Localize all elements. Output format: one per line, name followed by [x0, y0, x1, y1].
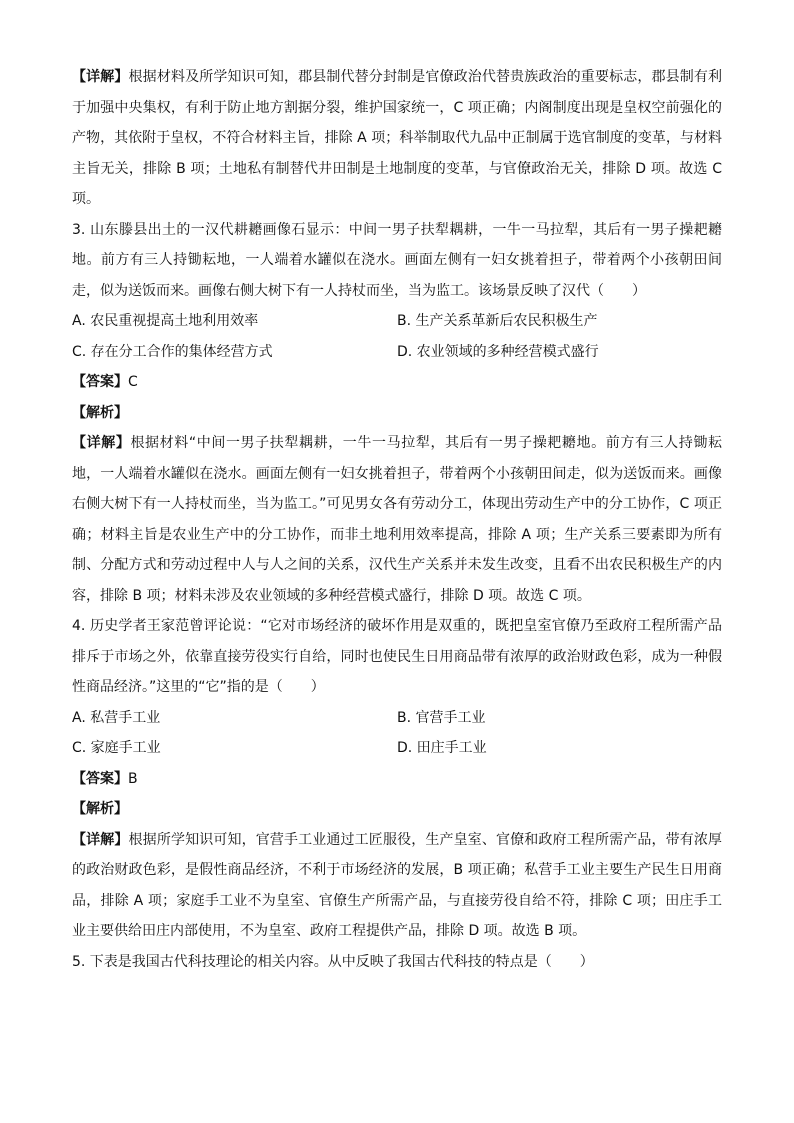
q2-detail	[72, 62, 722, 215]
detail-text: 根据材料及所学知识可知，郡县制代替分封制是官僚政治代替贵族政治的重要标志，郡县制有利于加强中央集权，有利于防止地方割据分裂，维护国家统一，C 项正确；内阁制度出现是皇权空前强化的产物，其依附于皇权，不符合材料主旨，排除 A 项；科举制取代九品中正制属于选官制度的变革，与材料主旨无关，排除 B 项；土地私有制替代井田制是土地制度的变革，与官僚政治无关，排除 D 项。故选 C 项。	[72, 69, 723, 207]
q4-stem: 4. 历史学者王家范曾评论说：“它对市场经济的破坏作用是双重的，既把皇室官僚乃至政府工程所需产品排斥于市场之外，依靠直接劳役实行自给，同时也使民生日用商品带有浓厚的政治财政色彩，成为一种假性商品经济。”这里的“它”指的是（ ）	[72, 618, 722, 695]
q4-answer	[72, 764, 722, 795]
q3-option-b: B. 生产关系革新后农民积极生产	[397, 313, 598, 329]
answer-value: C	[128, 374, 138, 390]
q4-detail	[72, 825, 722, 947]
q3-option-c: C. 存在分工合作的集体经营方式	[72, 343, 273, 360]
answer-tag: 【答案】	[72, 770, 128, 787]
q3-option-d: D. 农业领域的多种经营模式盛行	[397, 343, 599, 360]
analysis-tag: 【解析】	[72, 404, 128, 421]
q3-analysis	[72, 398, 722, 429]
document-page	[72, 62, 722, 977]
q4-analysis	[72, 794, 722, 825]
analysis-tag: 【解析】	[72, 801, 128, 817]
answer-value: B	[128, 770, 138, 787]
q4-option-d: D. 田庄手工业	[397, 740, 487, 756]
q4-option-c: C. 家庭手工业	[72, 740, 161, 756]
q3-option-a: A. 农民重视提高土地利用效率	[72, 313, 259, 329]
detail-tag: 【详解】	[72, 69, 129, 85]
detail-text: 根据所学知识可知，官营手工业通过工匠服役，生产皇室、官僚和政府工程所需产品，带有浓厚的政治财政色彩，是假性商品经济，不利于市场经济的发展，B 项正确；私营手工业主要生产民生日用商品，排除 A 项；家庭手工业不为皇室、官僚生产所需产品，与直接劳役自给不符，排除 C 项；田庄手工业主要供给田庄内部使用，不为皇室、政府工程提供产品，排除 D 项。故选 B 项。	[72, 831, 723, 939]
detail-text: 根据材料“中间一男子扶犁耦耕，一牛一马拉犁，其后有一男子操耙耱地。前方有三人持锄耘地，一人端着水罐似在浇水。画面左侧有一妇女挑着担子，带着两个小孩朝田间走，似为送饭而来。画像右侧大树下有一人持杖而坐，当为监工。”可见男女各有劳动分工，体现出劳动生产中的分工协作，C 项正确；材料主旨是农业生产中的分工协作，而非土地利用效率提高，排除 A 项；生产关系三要素即为所有制、分配方式和劳动过程中人与人之间的关系，汉代生产关系并未发生改变，且看不出农民积极生产的内容，排除 B 项；材料未涉及农业领域的多种经营模式盛行，排除 D 项。故选 C 项。	[72, 435, 722, 604]
q3-detail	[72, 428, 722, 611]
detail-tag: 【详解】	[72, 435, 131, 451]
q3-options-row-2	[72, 337, 722, 368]
q4-options-row-1	[72, 703, 722, 734]
q3-stem: 3. 山东滕县出土的一汉代耕耱画像石显示：中间一男子扶犁耦耕，一牛一马拉犁，其后有一男子操耙耱地。前方有三人持锄耘地，一人端着水罐似在浇水。画面左侧有一妇女挑着担子，带着两个小孩朝田间走，似为送饭而来。画像右侧大树下有一人持杖而坐，当为监工。该场景反映了汉代（ ）	[72, 221, 722, 299]
q5-stem: 5. 下表是我国古代科技理论的相关内容。从中反映了我国古代科技的特点是（ ）	[72, 953, 594, 970]
q4-option-b: B. 官营手工业	[397, 709, 486, 726]
answer-tag: 【答案】	[72, 374, 128, 390]
q4-options-row-2	[72, 733, 722, 764]
q4-option-a: A. 私营手工业	[72, 709, 161, 726]
q3-answer	[72, 367, 722, 398]
detail-tag: 【详解】	[72, 831, 129, 848]
q3-options-row-1	[72, 306, 722, 337]
